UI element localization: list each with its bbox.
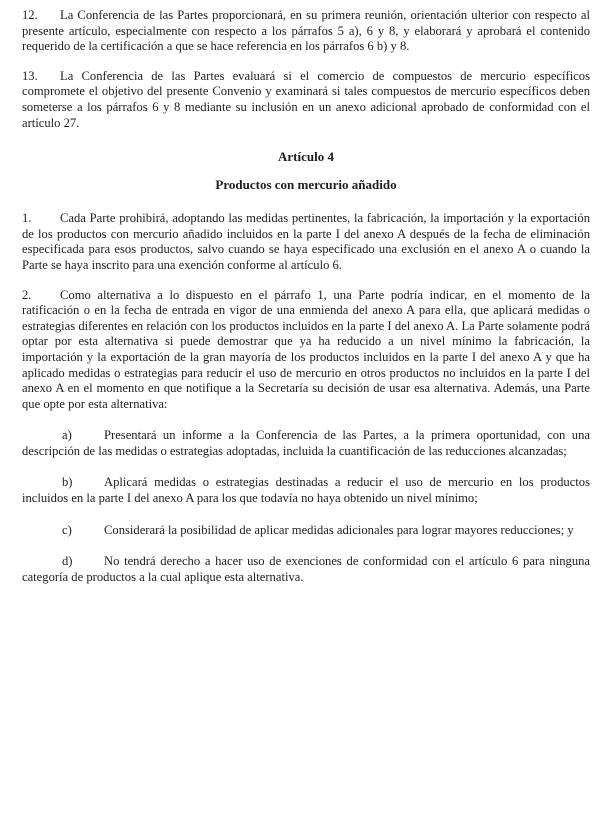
subitem-text: Presentará un informe a la Conferencia de las Partes, a la primera oportunidad, con una descripción de las medidas o estrategias adoptadas, incluida la cuantificación de las reducciones alcanzadas; (22, 428, 590, 458)
paragraph-text: Como alternativa a lo dispuesto en el párrafo 1, una Parte podría indicar, en el momento de la ratificación o en la fecha de entrada en vigor de una enmienda del anexo A para ella, que aplicará medidas o estrategias diferentes en relación con los productos incluidos en la parte I del anexo A. La Parte solamente podrá optar por esta alternativa si puede demostrar que ya ha reducido a un nivel mínimo la fabricación, la importación y la exportación de la gran mayoría de los productos incluidos en la parte I del anexo A y que ha aplicado medidas o estrategias para reducir el uso de mercurio en otros productos no incluidos en la parte I del anexo A en el momento en que notifique a la Secretaría su decisión de usar esa alternativa. Además, una Parte que opte por esta alternativa: (22, 287, 590, 411)
document-page (22, 8, 590, 601)
article-title: Artículo 4 (278, 149, 334, 165)
article-subtitle: Productos con mercurio añadido (215, 177, 397, 193)
paragraph-text: Cada Parte prohibirá, adoptando las medidas pertinentes, la fabricación, la importación y la exportación de los productos con mercurio añadido incluidos en la parte I del anexo A después de la fecha de eliminación especificada para esos productos, salvo cuando se haya especificado una exclusión en el anexo A o cuando la Parte se haya inscrito para una exención conforme al artículo 6. (22, 211, 590, 272)
subitem-label: a) (62, 428, 72, 443)
subitem-text: Aplicará medidas o estrategias destinadas a reducir el uso de mercurio en los productos incluidos en la parte I del anexo A para los que todavía no haya obtenido un nivel mínimo; (22, 475, 590, 506)
paragraph-number: 12. (22, 8, 38, 22)
paragraph-12 (22, 8, 590, 55)
paragraph-number: 2. (22, 287, 32, 302)
subitem-d (22, 554, 590, 585)
subitem-b (22, 475, 590, 506)
subitem-a (22, 428, 590, 459)
paragraph-1 (22, 211, 590, 273)
subitem-label: d) (62, 554, 73, 569)
paragraph-13 (22, 69, 590, 131)
subitem-label: c) (62, 522, 72, 537)
subitem-label: b) (62, 475, 73, 490)
paragraph-number: 13. (22, 68, 38, 83)
subitem-c (22, 523, 590, 539)
subitem-text: No tendrá derecho a hacer uso de exenciones de conformidad con el artículo 6 para ninguna categoría de productos a la cual aplique esta alternativa. (22, 554, 590, 584)
paragraph-2 (22, 288, 590, 413)
paragraph-text: La Conferencia de las Partes proporcionará, en su primera reunión, orientación ulterior con respecto al presente artículo, especialmente con respecto a los párrafos 5 a), 6 y 8, y elaborará y aprobará el contenido requerido de la certificación a que se hace referencia en los párrafos 6 b) y 8. (22, 8, 590, 54)
paragraph-number: 1. (22, 211, 32, 226)
subitem-text: Considerará la posibilidad de aplicar medidas adicionales para lograr mayores reducciones; y (104, 522, 574, 537)
paragraph-text: La Conferencia de las Partes evaluará si el comercio de compuestos de mercurio específicos compromete el objetivo del presente Convenio y examinará si tales compuestos de mercurio específicos deben someterse a los párrafos 6 y 8 mediante su inclusión en un anexo adicional aprobado de conformidad con el artículo 27. (22, 68, 590, 130)
